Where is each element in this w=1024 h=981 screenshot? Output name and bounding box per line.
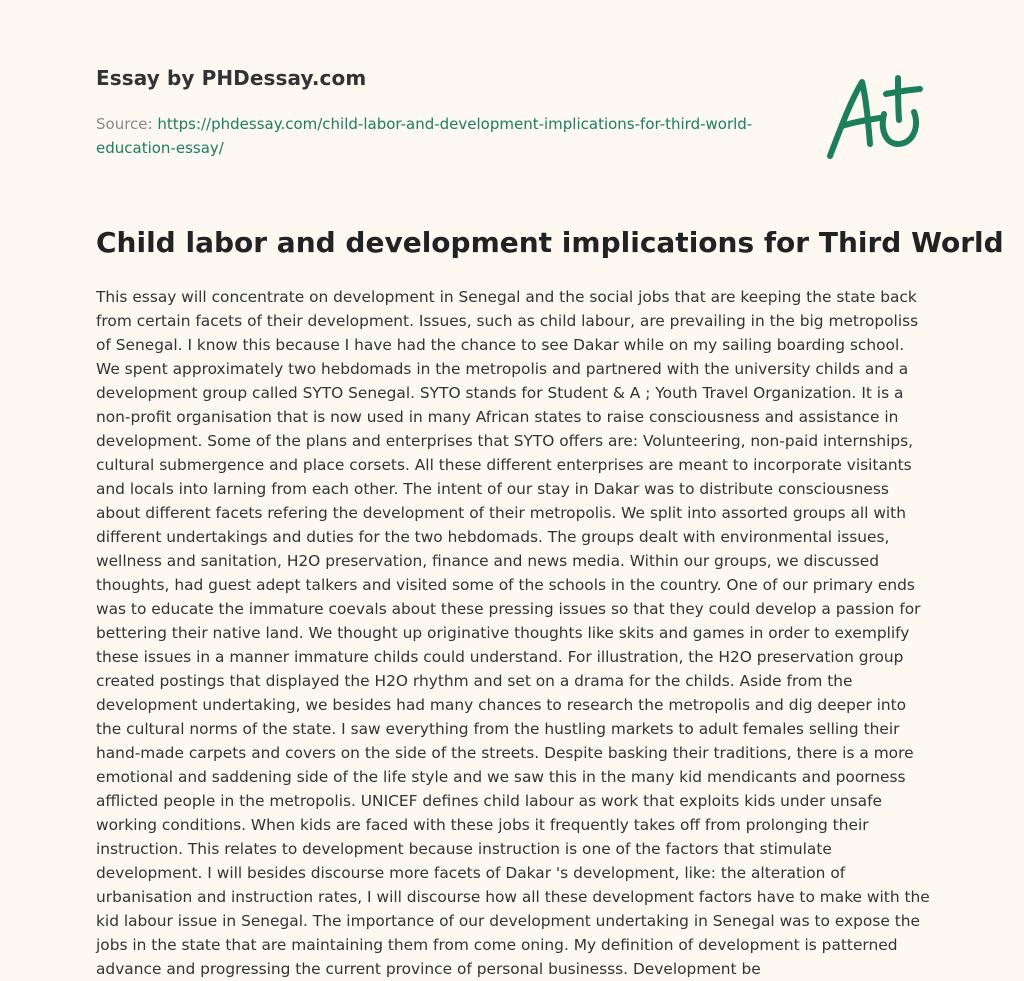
source-link[interactable]: https://phdessay.com/child-labor-and-development-implications-for-third-world-education-essay/ [96, 115, 753, 157]
essay-title: Child labor and development implications for Third World [96, 226, 1004, 259]
source-label: Source: [96, 115, 158, 133]
source-line [96, 112, 776, 160]
site-title: Essay by PHDessay.com [96, 66, 367, 90]
a-plus-grade-icon [822, 68, 928, 164]
essay-body: This essay will concentrate on development in Senegal and the social jobs that are keeping the state back from certain facets of their development. Issues, such as child labour, are prevailing in the big metropoliss of Senegal. I know this because I have had the chance to see Dakar while on my sailing boarding school. We spent approximately two hebdomads in the metropolis and partnered with the university childs and a development group called SYTO Senegal. SYTO stands for Student & A ; Youth Travel Organization. It is a non-profit organisation that is now used in many African states to raise consciousness and assistance in development. Some of the plans and enterprises that SYTO offers are: Volunteering, non-paid internships, cultural submergence and place corsets. All these different enterprises are meant to incorporate visitants and locals into larning from each other. The intent of our stay in Dakar was to distribute consciousness about different facets refering the development of their metropolis. We split into assorted groups all with different undertakings and duties for the two hebdomads. The groups dealt with environmental issues, wellness and sanitation, H2O preservation, finance and news media. Within our groups, we discussed thoughts, had guest adept talkers and visited some of the schools in the country. One of our primary ends was to educate the immature coevals about these pressing issues so that they could develop a passion for bettering their native land. We thought up originative thoughts like skits and games in order to exemplify these issues in a manner immature childs could understand. For illustration, the H2O preservation group created postings that displayed the H2O rhythm and set on a drama for the childs. Aside from the development undertaking, we besides had many chances to research the metropolis and dig deeper into the cultural norms of the state. I saw everything from the hustling markets to adult females selling their hand-made carpets and covers on the side of the streets. Despite basking their traditions, there is a more emotional and saddening side of the life style and we saw this in the many kid mendicants and poorness afflicted people in the metropolis. UNICEF defines child labour as work that exploits kids under unsafe working conditions. When kids are faced with these jobs it frequently takes off from prolonging their instruction. This relates to development because instruction is one of the factors that stimulate development. I will besides discourse more facets of Dakar 's development, like: the alteration of urbanisation and instruction rates, I will discourse how all these development factors have to make with the kid labour issue in Senegal. The importance of our development undertaking in Senegal was to expose the jobs in the state that are maintaining them from come oning. My definition of development is patterned advance and progressing the current province of personal businesss. Development be [96, 288, 930, 978]
